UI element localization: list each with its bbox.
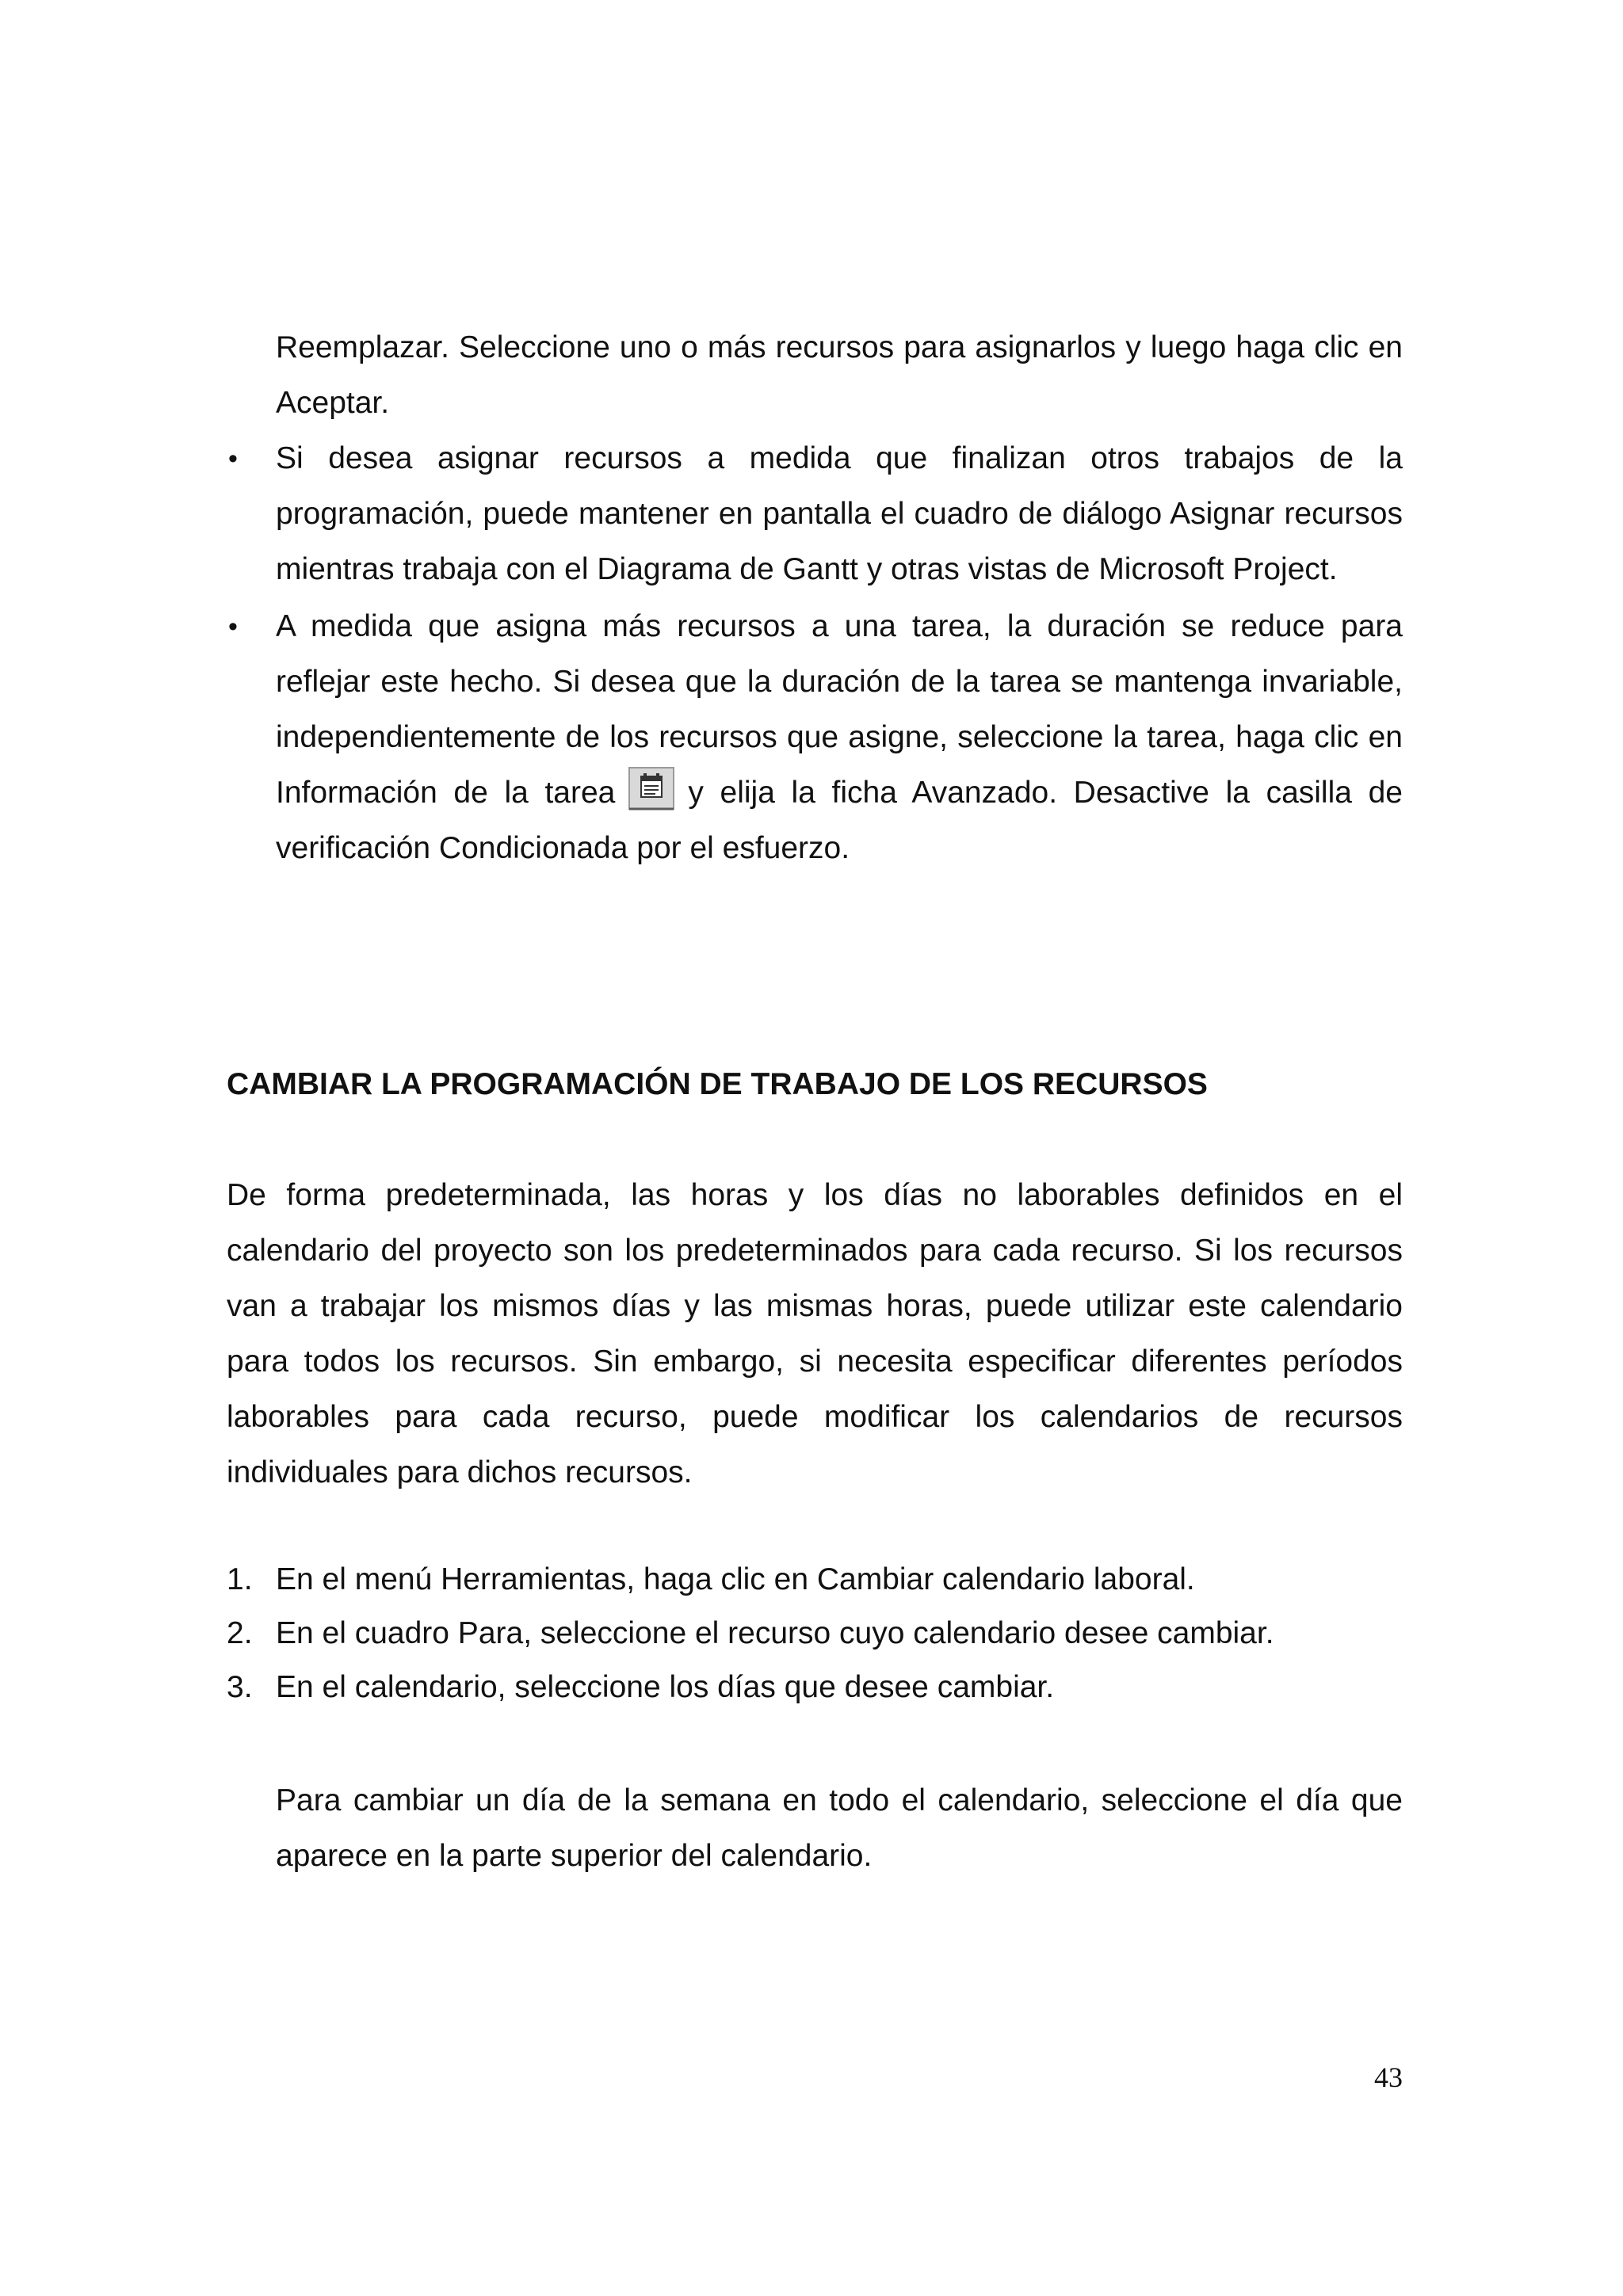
step-text: En el menú Herramientas, haga clic en Cambiar calendario laboral. bbox=[276, 1562, 1195, 1596]
continuation-paragraph bbox=[276, 320, 1403, 431]
section-heading: CAMBIAR LA PROGRAMACIÓN DE TRABAJO DE LOS RECURSOS bbox=[227, 1067, 1208, 1101]
bullet-marker: • bbox=[228, 444, 238, 474]
intro-text: De forma predeterminada, las horas y los días no laborables definidos en el calendario del proyecto son los predeterminados para cada recurso. Si los recursos van a trabajar los mismos días y las mismas horas, puede utilizar este calendario para todos los recursos. Sin embargo, si necesita especificar diferentes períodos laborables para cada recurso, puede modificar los calendarios de recursos individuales para dichos recursos. bbox=[227, 1178, 1403, 1489]
step-item bbox=[227, 1607, 1403, 1661]
step-text: En el cuadro Para, seleccione el recurso cuyo calendario desee cambiar. bbox=[276, 1616, 1274, 1650]
step-number: 2. bbox=[227, 1616, 253, 1650]
step-item bbox=[227, 1661, 1403, 1714]
bullet-text: Si desea asignar recursos a medida que finalizan otros trabajos de la programación, puede mantener en pantalla el cuadro de diálogo Asignar recursos mientras trabaja con el Diagrama de Gantt y otras vistas de Microsoft Project. bbox=[276, 441, 1403, 586]
step-number: 1. bbox=[227, 1562, 253, 1596]
bullet-item bbox=[227, 599, 1403, 876]
bullet-marker: • bbox=[228, 612, 238, 642]
bullet-text-before-icon: A medida que asigna más recursos a una tarea, la duración se reduce para reflejar este hecho. Si desea que la duración de la tarea se mantenga invariable, independientemente de los recursos que asigne, seleccione la tarea, haga clic en Información de la tarea bbox=[276, 609, 1403, 810]
intro-paragraph bbox=[227, 1168, 1403, 1501]
page-number: 43 bbox=[1374, 2061, 1403, 2093]
step-item bbox=[227, 1553, 1403, 1607]
continuation-text: Reemplazar. Seleccione uno o más recursos para asignarlos y luego haga clic en Aceptar. bbox=[276, 330, 1403, 420]
step-number: 3. bbox=[227, 1670, 253, 1704]
numbered-steps bbox=[227, 1553, 1403, 1714]
bullet-text-after-icon: y elija la ficha Avanzado. Desactive la casilla de verificación Condicionada por el esfuerzo. bbox=[276, 776, 1403, 865]
note-paragraph bbox=[276, 1773, 1403, 1884]
task-information-icon bbox=[628, 766, 675, 810]
bullet-item bbox=[227, 431, 1403, 597]
bullet-list bbox=[227, 431, 1403, 878]
step-text: En el calendario, seleccione los días que desee cambiar. bbox=[276, 1670, 1055, 1704]
note-text: Para cambiar un día de la semana en todo el calendario, seleccione el día que aparece en la parte superior del calendario. bbox=[276, 1783, 1403, 1873]
